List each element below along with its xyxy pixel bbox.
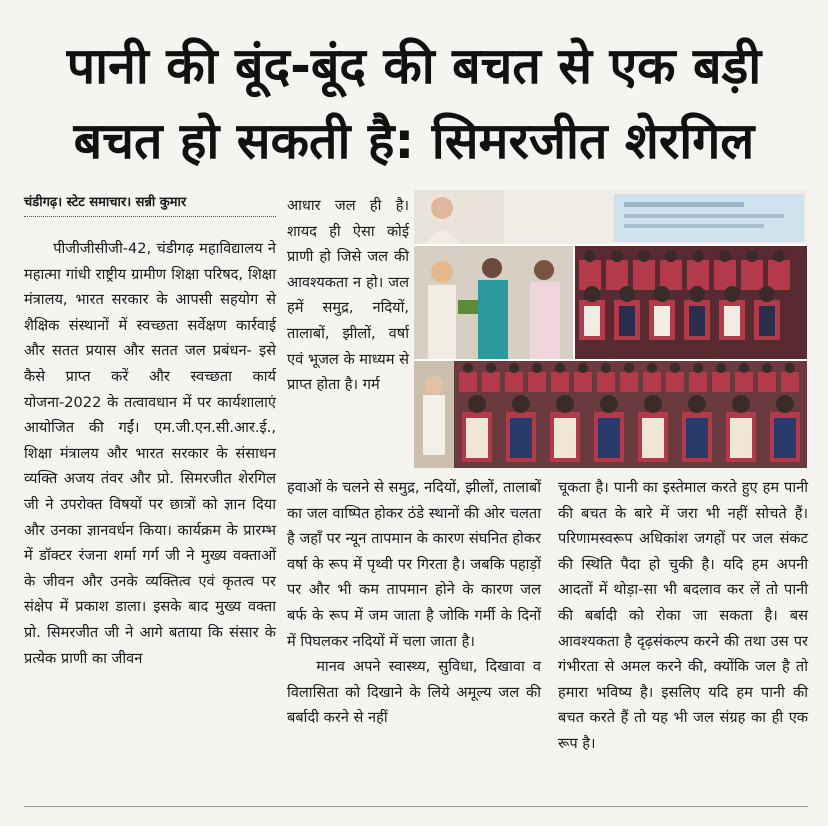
paragraph: पीजीजीसीजी-42, चंडीगढ़ महाविद्यालय ने महात्मा गांधी राष्ट्रीय ग्रामीण शिक्षा परिषद, शिक्षा मंत्रालय, भारत सरकार के आपसी सहयोग से शैक्षिक संस्थानों में स्वच्छता सर्वेक्षण कार्रवाई और सतत प्रयास और सतत जल प्रबंधन- इसे कैसे प्राप्त करें और स्वच्छता कार्य योजना-2022 के तत्वावधान में पर कार्यशालाएं आयोजित की गईं। एम.जी.एन.सी.आर.ई., शिक्षा मंत्रालय और भारत सरकार के संसाधन व्यक्ति अजय तंवर और प्रो. सिमरजीत शेरगिल जी ने उपरोक्त विषयों पर छात्रों को ज्ञान दिया और उनका ज्ञानवर्धन किया। कार्यक्रम के प्रारम्भ में डॉक्टर रंजना शर्मा गर्ग जी ने मुख्य वक्ताओं के जीवन और उनके व्यक्तित्व एवं कृतत्व पर संक्षेप में प्रकाश डाला। इसके बाद मुख्य वक्ता प्रो. सिमरजीत जी ने आगे बताया कि संसार के प्रत्येक प्राणी का जीवन: [24, 240, 276, 667]
page-divider: [24, 806, 808, 807]
article-column-2-top: [287, 193, 409, 398]
article-column-1: [24, 236, 276, 671]
headline-line-2: बचत हो सकती है: सिमरजीत शेरगिल: [73, 112, 755, 170]
paragraph: हवाओं के चलने से समुद्र, नदियों, झीलों, तालाबों का जल वाष्पित होकर ठंडे स्थानों की ओर चलता है जहाँ पर न्यून तापमान के कारण संघनित होकर वर्षा के रूप में पृथ्वी पर गिरता है। जबकि पहाड़ों पर और भी कम तापमान होने के कारण जल बर्फ के रूप में जम जाता है जोकि गर्मी के दिनों में पिघलकर नदियों में चला जाता है।: [287, 479, 541, 650]
headline-line-1: पानी की बूंद-बूंद की बचत से एक बड़ी: [66, 37, 762, 95]
paragraph: चूकता है। पानी का इस्तेमाल करते हुए हम पानी की बचत के बारे में जरा भी नहीं सोचते हैं। परिणामस्वरूप अधिकांश जगहों पर जल संकट की स्थिति पैदा हो चुकी है। यदि हम अपनी आदतों में थोड़ा-सा भी बदलाव कर लें तो पानी की बर्बादी को रोका जा सकता है। बस आवश्यकता है दृढ़संकल्प करने की तथा उस पर गंभीरता से अमल करने की, क्योंकि जल है तो हमारा भविष्य है। इसलिए यदि हम पानी की बचत करते हैं तो यह भी जल संग्रह का ही एक रूप है।: [558, 479, 808, 752]
paragraph: आधार जल ही है। शायद ही ऐसा कोई प्राणी हो जिसे जल की आवश्यकता न हो। जल हमें समुद्र, नदियों, तालाबों, झीलों, वर्षा एवं भूजल के माध्यम से प्राप्त होता है। गर्म: [287, 197, 409, 394]
byline: चंडीगढ़। स्टेट समाचार। सन्नी कुमार: [24, 192, 276, 217]
article-column-2-bottom: [287, 475, 541, 731]
event-photo: [414, 190, 807, 468]
event-photo-collage: [414, 190, 807, 468]
article-column-3: [558, 475, 808, 757]
paragraph: मानव अपने स्वास्थ्य, सुविधा, दिखावा व विलासिता को दिखाने के लिये अमूल्य जल की बर्बादी करने से नहीं: [287, 658, 541, 727]
